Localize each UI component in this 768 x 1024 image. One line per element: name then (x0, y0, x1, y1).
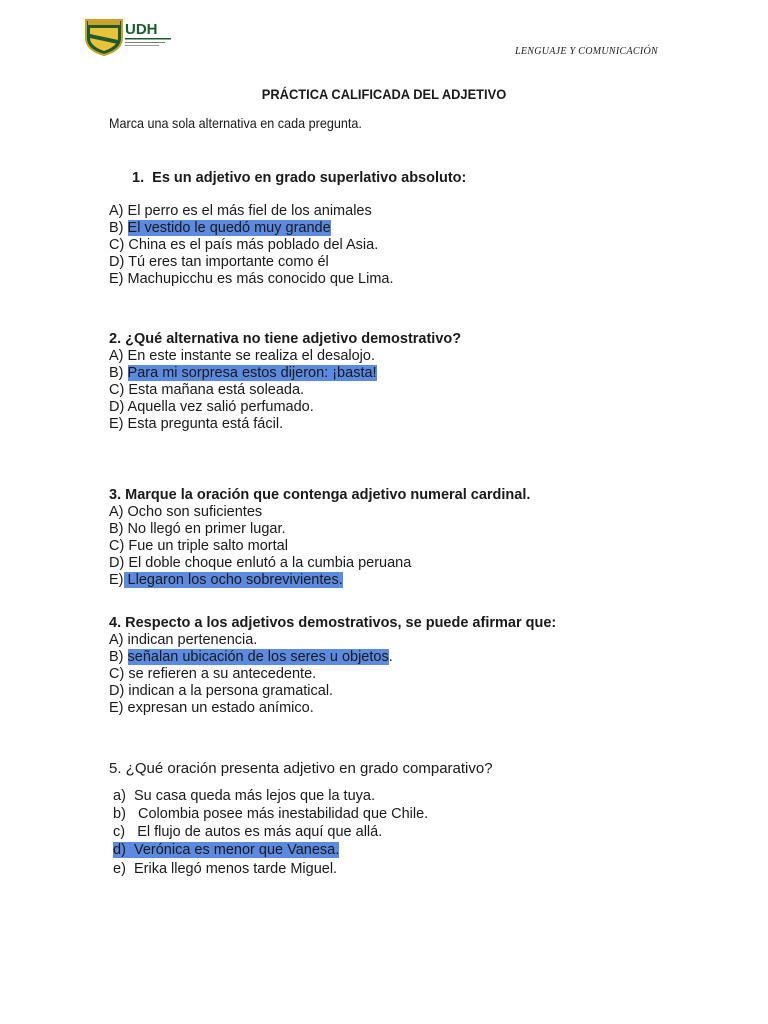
q2-option-b[interactable] (109, 365, 377, 382)
q3-option-b[interactable] (109, 521, 286, 538)
q4-option-d[interactable] (109, 683, 333, 700)
option-text: El flujo de autos es más aquí que allá. (137, 824, 383, 840)
option-text: expresan un estado anímico. (127, 700, 314, 716)
option-letter: C) (109, 666, 125, 682)
option-text: Tú eres tan importante como él (128, 254, 329, 270)
option-letter: a) (113, 788, 126, 804)
q1-option-d[interactable] (109, 254, 329, 271)
q4-option-c[interactable] (109, 666, 316, 683)
option-letter: b) (113, 806, 126, 822)
option-text: No llegó en primer lugar. (127, 521, 286, 537)
subject-header: LENGUAJE Y COMUNICACIÓN (514, 46, 658, 57)
option-text: En este instante se realiza el desalojo. (127, 348, 375, 364)
q2-option-a[interactable] (109, 348, 375, 365)
option-letter: E) (109, 700, 124, 716)
logo-text: UDH (125, 21, 158, 38)
q4-option-a[interactable] (109, 632, 257, 649)
q5-option-e[interactable] (113, 861, 337, 877)
option-text: indican pertenencia. (127, 632, 258, 648)
q2-option-d[interactable] (109, 399, 314, 416)
q2-option-e[interactable] (109, 416, 283, 433)
option-text-highlighted: El vestido le quedó muy grande (127, 220, 331, 236)
option-text: Fue un triple salto mortal (128, 538, 288, 554)
q3-option-a[interactable] (109, 504, 262, 521)
q5-option-a[interactable] (113, 788, 375, 804)
question-2: 2. ¿Qué alternativa no tiene adjetivo demostrativo? (109, 331, 462, 347)
udh-logo (84, 16, 176, 56)
question-4: 4. Respecto a los adjetivos demostrativos, se puede afirmar que: (109, 615, 557, 631)
option-letter: B) (109, 649, 124, 665)
q5-option-c[interactable] (113, 824, 382, 840)
question-3: 3. Marque la oración que contenga adjetivo numeral cardinal. (109, 487, 531, 503)
option-letter: A) (109, 203, 124, 219)
q1-option-c[interactable] (109, 237, 378, 254)
option-text: Esta pregunta está fácil. (127, 416, 284, 432)
option-letter: A) (109, 632, 124, 648)
option-letter: d) (113, 842, 126, 858)
option-text: se refieren a su antecedente. (128, 666, 317, 682)
option-text: Ocho son suficientes (127, 504, 263, 520)
q2-option-c[interactable] (109, 382, 304, 399)
option-letter: B) (109, 521, 124, 537)
option-text-highlighted: Llegaron los ocho sobrevivientes. (123, 572, 343, 588)
option-letter: e) (113, 861, 126, 877)
option-letter: B) (109, 365, 124, 381)
option-letter: E) (109, 271, 124, 287)
option-text-highlighted: Para mi sorpresa estos dijeron: ¡basta! (127, 365, 377, 381)
page-title: PRÁCTICA CALIFICADA DEL ADJETIVO (261, 86, 507, 102)
option-text-highlighted: señalan ubicación de los seres u objetos (127, 649, 389, 665)
instructions: Marca una sola alternativa en cada pregunta. (109, 115, 362, 131)
q4-option-e[interactable] (109, 700, 314, 717)
option-text: El doble choque enlutó a la cumbia peruana (128, 555, 412, 571)
option-letter: D) (109, 555, 125, 571)
option-letter: D) (109, 399, 125, 415)
q1-option-a[interactable] (109, 203, 372, 220)
option-text: El perro es el más fiel de los animales (127, 203, 372, 219)
option-text: indican a la persona gramatical. (128, 683, 334, 699)
question-1-text: Es un adjetivo en grado superlativo absoluto: (152, 170, 467, 186)
q3-option-e[interactable] (109, 572, 343, 589)
option-letter: c) (113, 824, 126, 840)
option-letter: C) (109, 538, 125, 554)
q5-option-d[interactable] (113, 842, 339, 858)
option-letter: C) (109, 237, 125, 253)
q5-option-b[interactable] (113, 806, 428, 822)
option-text: China es el país más poblado del Asia. (128, 237, 379, 253)
question-1-number: 1. (132, 170, 145, 186)
question-5: 5. ¿Qué oración presenta adjetivo en grado comparativo? (109, 760, 493, 777)
option-letter: A) (109, 504, 124, 520)
q1-option-b[interactable] (109, 220, 331, 237)
option-letter: C) (109, 382, 125, 398)
option-text-highlighted: Verónica es menor que Vanesa. (133, 842, 340, 858)
option-text: Esta mañana está soleada. (128, 382, 305, 398)
q3-option-c[interactable] (109, 538, 288, 555)
q1-option-e[interactable] (109, 271, 394, 288)
option-text: Colombia posee más inestabilidad que Chile. (138, 806, 429, 822)
option-suffix: . (388, 649, 393, 665)
option-text: Machupicchu es más conocido que Lima. (127, 271, 394, 287)
option-letter: D) (109, 254, 125, 270)
option-letter: A) (109, 348, 124, 364)
option-text: Aquella vez salió perfumado. (127, 399, 314, 415)
q4-option-b[interactable] (109, 649, 393, 666)
q3-option-d[interactable] (109, 555, 411, 572)
question-1 (132, 170, 466, 186)
option-letter: D) (109, 683, 125, 699)
option-letter: B) (109, 220, 124, 236)
option-text: Erika llegó menos tarde Miguel. (133, 861, 338, 877)
option-letter: E) (109, 572, 124, 588)
option-text: Su casa queda más lejos que la tuya. (133, 788, 375, 804)
option-letter: E) (109, 416, 124, 432)
